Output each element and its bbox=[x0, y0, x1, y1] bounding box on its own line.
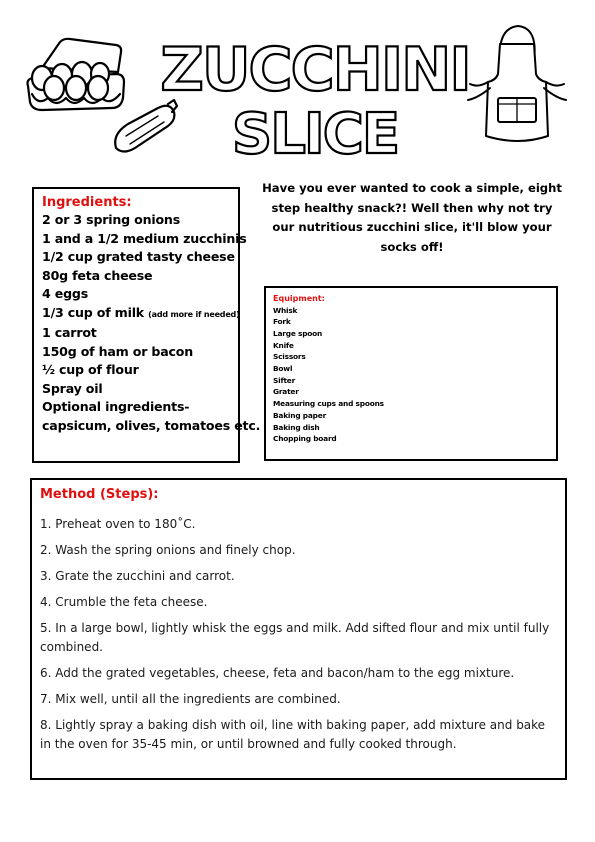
method-step: 7. Mix well, until all the ingredients are combined. bbox=[40, 692, 341, 706]
equipment-item: Scissors bbox=[273, 352, 306, 362]
equipment-box bbox=[264, 286, 558, 461]
ingredient-text: 80g feta cheese bbox=[42, 267, 153, 283]
recipe-title bbox=[160, 28, 470, 167]
ingredient-item bbox=[42, 343, 238, 362]
ingredient-text: 1 carrot bbox=[42, 325, 97, 340]
ingredient-text: Spray oil bbox=[42, 380, 103, 396]
apron-icon bbox=[462, 18, 572, 158]
equipment-item: Measuring cups and spoons bbox=[273, 399, 384, 409]
equipment-item: Fork bbox=[273, 317, 291, 327]
method-step: 6. Add the grated vegetables, cheese, feta and bacon/ham to the egg mixture. bbox=[40, 666, 515, 680]
ingredients-list bbox=[42, 211, 261, 435]
title-line1: ZUCCHINI bbox=[160, 35, 470, 105]
ingredient-item bbox=[42, 398, 238, 417]
ingredients-heading: Ingredients: bbox=[42, 195, 132, 210]
equipment-item: Large spoon bbox=[273, 328, 323, 338]
equipment-item: Sifter bbox=[273, 375, 296, 385]
method-step: 8. Lightly spray a baking dish with oil, line with baking paper, add mixture and bake in the oven for 35-45 min, or until browned and fully cooked through. bbox=[40, 718, 546, 751]
method-box bbox=[30, 478, 567, 780]
ingredient-item bbox=[42, 417, 261, 436]
ingredient-item bbox=[42, 230, 247, 249]
ingredient-item bbox=[42, 248, 238, 267]
ingredient-item bbox=[42, 324, 238, 343]
equipment-item: Knife bbox=[273, 340, 294, 350]
ingredient-item bbox=[42, 304, 238, 325]
equipment-item: Baking dish bbox=[273, 422, 320, 432]
method-step: 1. Preheat oven to 180˚C. bbox=[40, 517, 196, 531]
equipment-item: Baking paper bbox=[273, 410, 327, 420]
ingredient-text: 150g of ham or bacon bbox=[42, 343, 194, 359]
method-step: 4. Crumble the feta cheese. bbox=[40, 595, 208, 609]
ingredient-text: ½ cup of flour bbox=[42, 362, 139, 377]
method-step: 5. In a large bowl, lightly whisk the eggs and milk. Add sifted flour and mix until fully combined. bbox=[40, 621, 550, 654]
ingredient-item bbox=[42, 211, 238, 230]
method-heading: Method (Steps): bbox=[40, 487, 159, 502]
ingredient-note: (add more if needed) bbox=[148, 309, 240, 319]
equipment-heading: Equipment: bbox=[273, 294, 325, 303]
title-line2: SLICE bbox=[231, 102, 399, 167]
method-step: 3. Grate the zucchini and carrot. bbox=[40, 569, 235, 583]
intro-text: Have you ever wanted to cook a simple, eight step healthy snack?! Well then why not try our nutritious zucchini slice, it'll blow your socks off! bbox=[262, 181, 562, 254]
ingredient-item bbox=[42, 361, 238, 380]
ingredient-text: 4 eggs bbox=[42, 286, 89, 301]
method-step: 2. Wash the spring onions and finely chop. bbox=[40, 543, 296, 557]
ingredient-item bbox=[42, 380, 238, 399]
equipment-item: Whisk bbox=[273, 305, 298, 315]
egg-carton-and-zucchini-icon bbox=[20, 28, 180, 178]
ingredient-text: capsicum, olives, tomatoes etc. bbox=[42, 417, 261, 433]
ingredient-text: Optional ingredients- bbox=[42, 399, 190, 414]
ingredient-text: 2 or 3 spring onions bbox=[42, 212, 180, 227]
ingredient-item bbox=[42, 267, 238, 286]
ingredient-text: 1/2 cup grated tasty cheese bbox=[42, 249, 235, 264]
ingredients-box bbox=[32, 187, 261, 463]
equipment-item: Grater bbox=[273, 387, 299, 397]
equipment-list bbox=[273, 305, 556, 445]
ingredient-item bbox=[42, 285, 238, 304]
equipment-item: Bowl bbox=[273, 364, 293, 374]
method-list bbox=[40, 515, 557, 754]
equipment-item: Chopping board bbox=[273, 434, 337, 444]
ingredient-text: 1 and a 1/2 medium zucchinis bbox=[42, 230, 247, 246]
ingredient-text: 1/3 cup of milk bbox=[42, 304, 149, 320]
